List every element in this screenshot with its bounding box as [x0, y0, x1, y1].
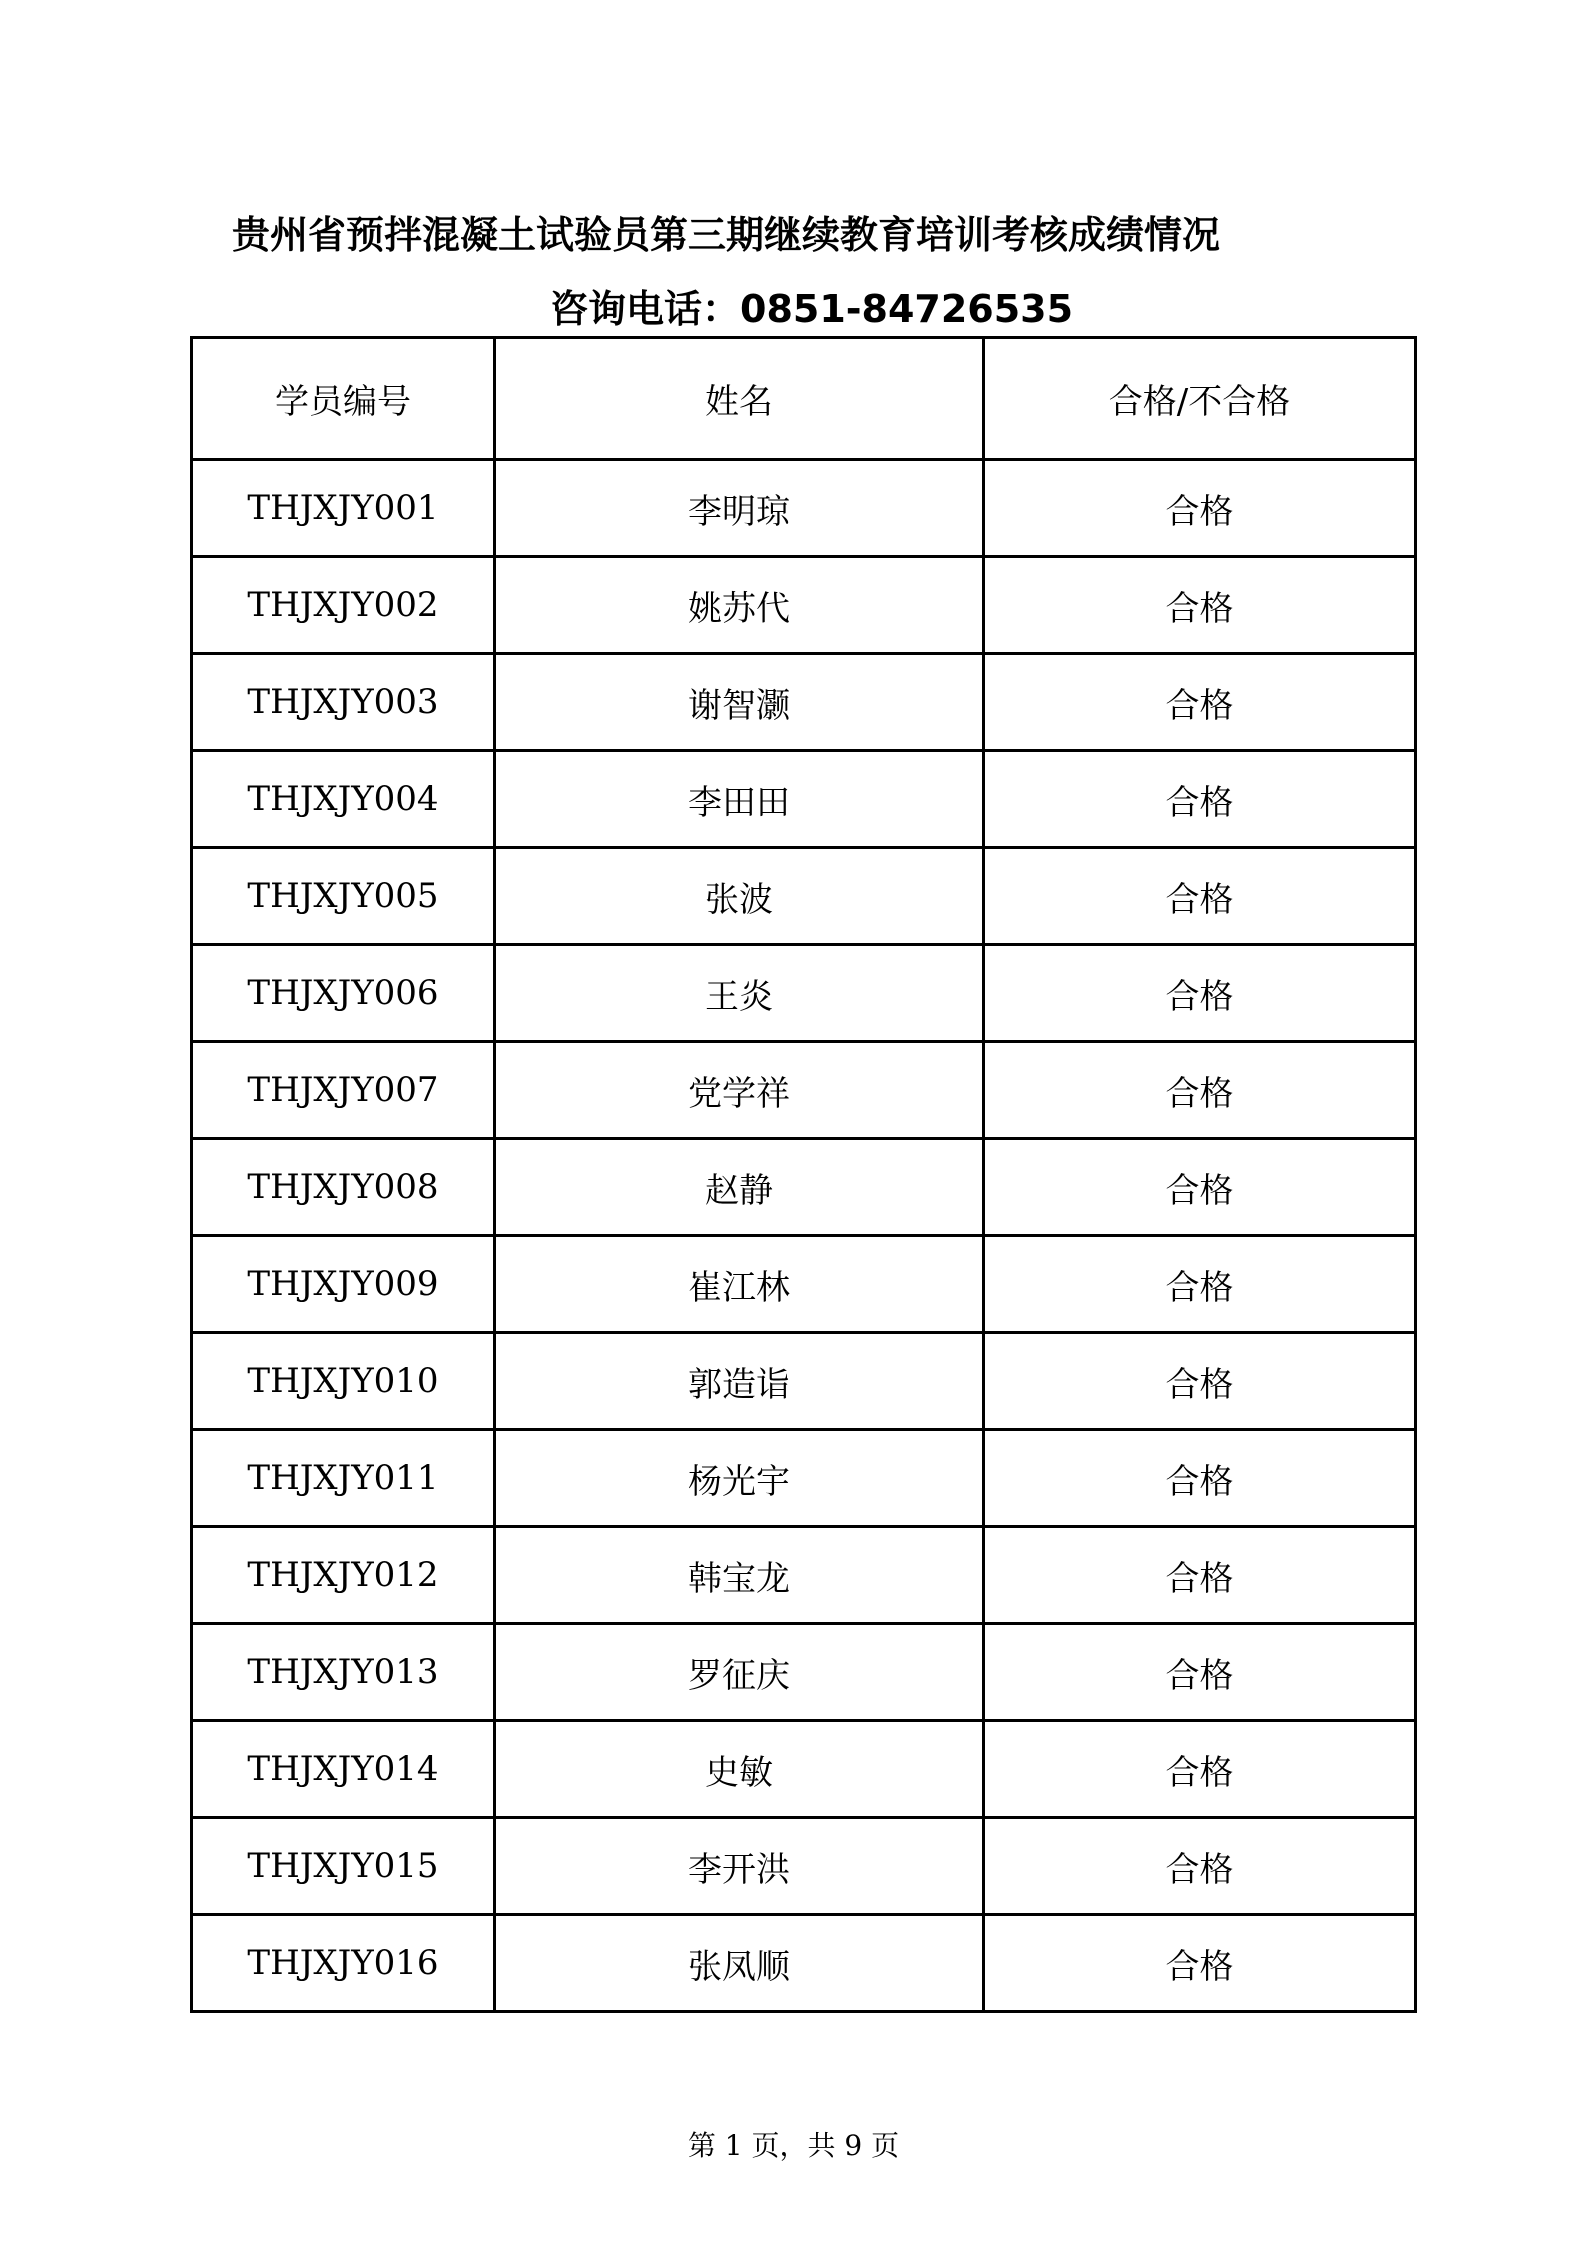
result-cell: 合格	[984, 1236, 1416, 1333]
student-name-cell: 张凤顺	[495, 1915, 984, 2012]
student-id-cell: THJXJY008	[192, 1139, 495, 1236]
student-id-cell: THJXJY015	[192, 1818, 495, 1915]
result-cell: 合格	[984, 654, 1416, 751]
table-row	[192, 1527, 1416, 1624]
result-cell: 合格	[984, 848, 1416, 945]
result-cell: 合格	[984, 1333, 1416, 1430]
student-id-cell: THJXJY006	[192, 945, 495, 1042]
table-row	[192, 1721, 1416, 1818]
student-name-cell: 姚苏代	[495, 557, 984, 654]
table-row	[192, 1915, 1416, 2012]
student-name-cell: 韩宝龙	[495, 1527, 984, 1624]
student-name-cell: 党学祥	[495, 1042, 984, 1139]
student-name-cell: 谢智灏	[495, 654, 984, 751]
student-id-cell: THJXJY004	[192, 751, 495, 848]
student-id-cell: THJXJY003	[192, 654, 495, 751]
table-row	[192, 848, 1416, 945]
header-student-id: 学员编号	[192, 338, 495, 460]
table-row	[192, 1042, 1416, 1139]
student-id-cell: THJXJY010	[192, 1333, 495, 1430]
result-cell: 合格	[984, 1915, 1416, 2012]
table-header-row	[192, 338, 1416, 460]
table-row	[192, 654, 1416, 751]
table-row	[192, 1430, 1416, 1527]
student-id-cell: THJXJY016	[192, 1915, 495, 2012]
table-row	[192, 1624, 1416, 1721]
student-name-cell: 张波	[495, 848, 984, 945]
student-id-cell: THJXJY013	[192, 1624, 495, 1721]
result-cell: 合格	[984, 1818, 1416, 1915]
student-id-cell: THJXJY002	[192, 557, 495, 654]
student-id-cell: THJXJY001	[192, 460, 495, 557]
student-name-cell: 王炎	[495, 945, 984, 1042]
result-cell: 合格	[984, 1721, 1416, 1818]
result-cell: 合格	[984, 1042, 1416, 1139]
result-cell: 合格	[984, 751, 1416, 848]
result-cell: 合格	[984, 557, 1416, 654]
student-name-cell: 史敏	[495, 1721, 984, 1818]
result-cell: 合格	[984, 1139, 1416, 1236]
result-cell: 合格	[984, 1624, 1416, 1721]
result-cell: 合格	[984, 1527, 1416, 1624]
student-id-cell: THJXJY011	[192, 1430, 495, 1527]
student-id-cell: THJXJY005	[192, 848, 495, 945]
consultation-phone: 咨询电话：0851-84726535	[550, 287, 1074, 331]
results-table	[190, 336, 1417, 2013]
table-row	[192, 751, 1416, 848]
document-title: 贵州省预拌混凝土试验员第三期继续教育培训考核成绩情况	[232, 213, 1221, 257]
student-name-cell: 杨光宇	[495, 1430, 984, 1527]
table-row	[192, 1236, 1416, 1333]
table-row	[192, 557, 1416, 654]
student-name-cell: 崔江林	[495, 1236, 984, 1333]
page-number: 第 1 页，共 9 页	[687, 2129, 900, 2162]
table-row	[192, 945, 1416, 1042]
student-name-cell: 赵静	[495, 1139, 984, 1236]
header-result: 合格/不合格	[984, 338, 1416, 460]
student-name-cell: 李明琼	[495, 460, 984, 557]
student-name-cell: 李田田	[495, 751, 984, 848]
result-cell: 合格	[984, 945, 1416, 1042]
student-name-cell: 李开洪	[495, 1818, 984, 1915]
table-row	[192, 1818, 1416, 1915]
student-name-cell: 罗征庆	[495, 1624, 984, 1721]
result-cell: 合格	[984, 1430, 1416, 1527]
student-name-cell: 郭造诣	[495, 1333, 984, 1430]
student-id-cell: THJXJY012	[192, 1527, 495, 1624]
table-row	[192, 1139, 1416, 1236]
student-id-cell: THJXJY009	[192, 1236, 495, 1333]
student-id-cell: THJXJY007	[192, 1042, 495, 1139]
student-id-cell: THJXJY014	[192, 1721, 495, 1818]
header-name: 姓名	[495, 338, 984, 460]
table-row	[192, 460, 1416, 557]
result-cell: 合格	[984, 460, 1416, 557]
table-row	[192, 1333, 1416, 1430]
